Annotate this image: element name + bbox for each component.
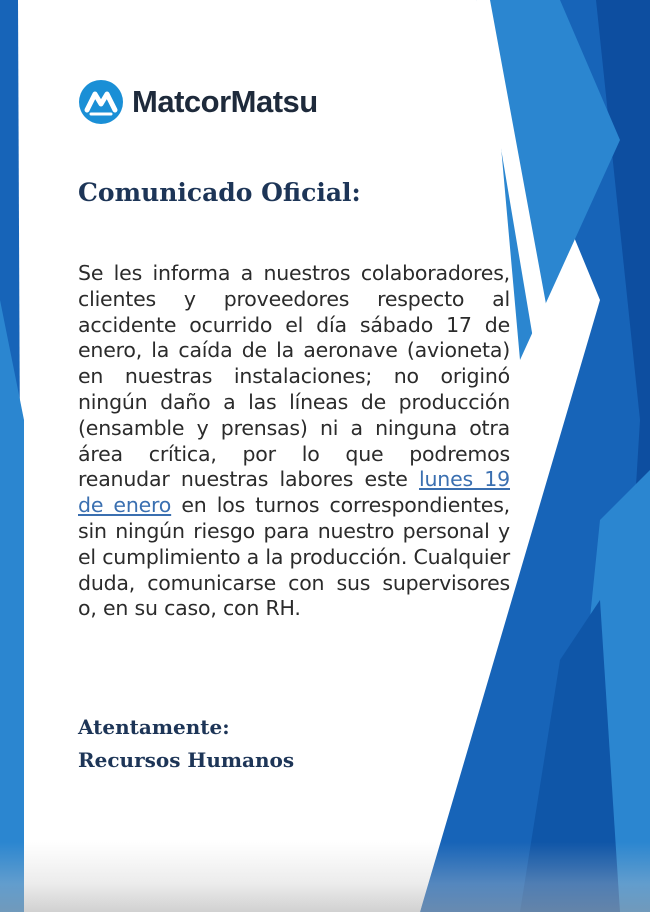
closing-salutation: Atentamente: [78,715,230,739]
matcormatsu-logo-icon [78,79,124,125]
notice-body-text-end: en los turnos correspondientes, sin ningún riesgo para nuestro personal y el cumplimiento a la producción. Cualquier duda, comunicarse con sus supervisores o, en su caso, con RH. [78,493,510,621]
bottom-shadow [0,842,650,912]
left-blue-band-light [0,300,24,912]
date-link[interactable]: lunes 19 de enero [78,467,510,518]
notice-title: Comunicado Oficial: [78,178,361,207]
notice-body-text-start: Se les informa a nuestros colaboradores, clientes y proveedores respecto al accidente ocurrido el día sábado 17 de enero, la caída de la aeronave (avioneta) en nuestras instalaciones; no originó ningún daño a las líneas de producción (ensamble y prensas) ni a ninguna otra área crítica, por lo que podremos reanudar nuestras labores este [78,261,510,492]
signature-department: Recursos Humanos [78,748,295,772]
signature-block [78,711,294,777]
brand-name: MatcorMatsu [132,84,318,119]
brand-logo [78,78,318,126]
notice-body [78,261,510,622]
